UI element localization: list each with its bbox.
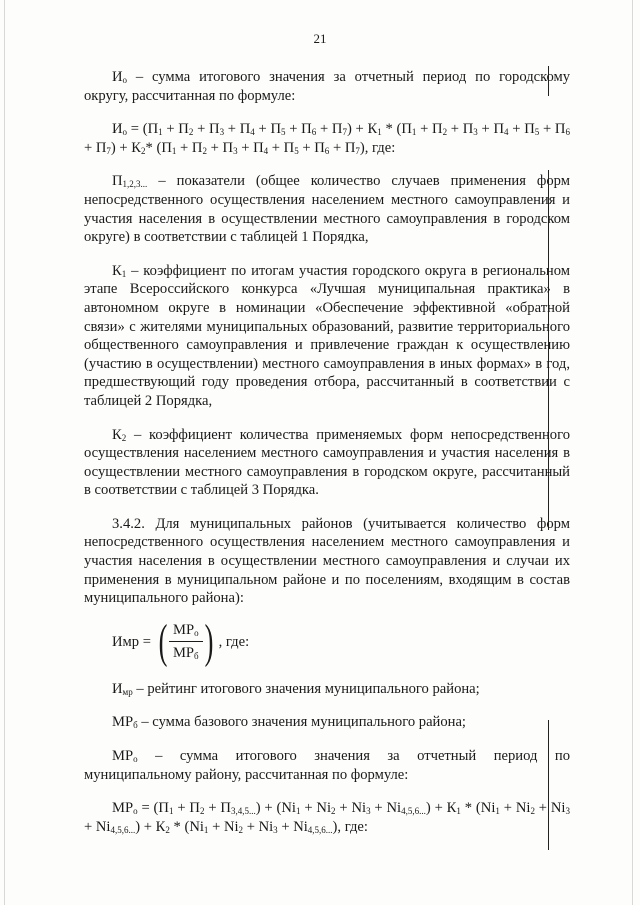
paragraph-io-definition: $И_о$ – сумма итогового значения за отчетный период по городскому округу, рассчитанная по формуле: [84, 69, 570, 104]
paragraph-k1-coefficient: $К_1$ – коэффициент по итогам участия городского округа в региональном этапе Всероссийского конкурса «Лучшая муниципальная практика» в автономном округе в номинации «Обеспечение эффективной «обратной связи» с жителями муниципальных образований, развитие территориального общественного самоуправления и привлечение граждан к осуществлению (участию в осуществлении) местного самоуправления в иных формах» в год, предшествующий году проведения отбора, рассчитанный в соответствии с таблицей 2 Порядка, [84, 262, 570, 409]
formula-imr-numerator: $МР_о$ [169, 621, 203, 642]
document-body [84, 68, 570, 836]
paragraph-p-indicators: $П_{1,2,3...}$ – показатели (общее количество случаев применения форм непосредственного осуществления населением местного самоуправления и участия населения в осуществлении местного самоуправления в городском округе) в соответствии с таблицей 1 Порядка, [84, 173, 570, 246]
formula-imr-denominator: $МР_б$ [172, 645, 199, 662]
formula-imr-where: , где: [218, 633, 250, 650]
formula-mro: $МР_о = (П_1 + П_2 + П_{3,4,5...}) + (Ni_1 + Ni_2 + Ni_3 + Ni_{4,5,6...}) + К_1 * (Ni_1 + Ni_2 + Ni_3 + Ni_{4,5,6...}) + К_2 * (Ni_1 + Ni_2 + Ni_3 + Ni_{4,5,6...})$, где: [84, 800, 570, 835]
scan-edge-right [632, 0, 633, 905]
formula-imr: Имр = ( $\frac{МР_о}{МР_б}$ ) , где: [112, 614, 250, 668]
formula-io: $И_о = (П_1 + П_2 + П_3 + П_4 + П_5 + П_6 + П_7) + К_1 * (П_1 + П_2 + П_3 + П_4 + П_5 + П_6 + П_7) + К_2*$ $(П_1 + П_2 + П_3 + П_4 + П_5 + П_6 + П_7)$, где: [84, 121, 570, 156]
paragraph-mrb-definition: $МР_б$ – сумма базового значения муниципального района; [112, 714, 466, 731]
formula-imr-lhs: Имр = [112, 633, 151, 650]
paragraph-section-3-4-2: 3.4.2. Для муниципальных районов (учитывается количество форм непосредственного осуществления населением местного самоуправления и участия населения в осуществлении местного самоуправления и случаи их применения в муниципальном районе и по поселениям, входящим в состав муниципального района): [84, 515, 570, 607]
page-number: 21 [313, 31, 327, 46]
paragraph-k2-coefficient: $К_2$ – коэффициент количества применяемых форм непосредственного осуществления населением местного самоуправления и участия населения в осуществлении местного самоуправления в городском округе, рассчитанный в соответствии с таблицей 3 Порядка. [84, 426, 570, 499]
paragraph-mro-definition: $МР_о$ – сумма итогового значения за отчетный период по муниципальному району, рассчитанная по формуле: [84, 748, 570, 783]
formula-imr-fraction [169, 621, 203, 662]
scan-edge-left [4, 0, 5, 905]
paragraph-imr-definition: $И_{мр}$ – рейтинг итогового значения муниципального района; [112, 680, 480, 697]
